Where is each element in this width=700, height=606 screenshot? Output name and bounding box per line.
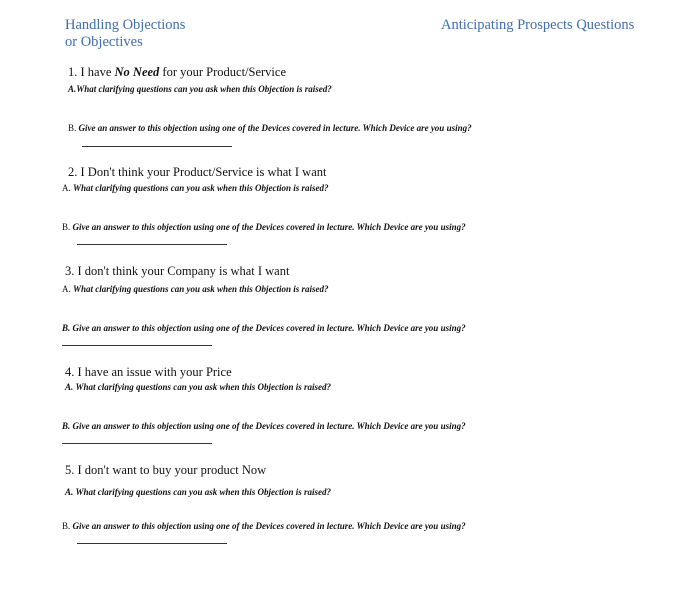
question-1-a-text: What clarifying questions can you ask when this Objection is raised? [76, 84, 332, 94]
question-4-b-letter: B. [62, 421, 71, 431]
question-2-b-letter: B. [62, 222, 71, 232]
question-5-text: I don't want to buy your product Now [77, 463, 267, 477]
question-5-part-a [65, 487, 331, 498]
question-1 [68, 65, 286, 79]
question-1-part-b [68, 123, 472, 134]
question-5 [65, 463, 266, 477]
question-4-text: I have an issue with your Price [77, 365, 232, 379]
question-3 [65, 264, 289, 278]
question-3-b-text: Give an answer to this objection using one of the Devices covered in lecture. Which Device are you using? [72, 323, 466, 333]
question-1-emphasis: No Need [114, 65, 160, 79]
header-title-line2: or Objectives [65, 34, 143, 50]
question-1-b-letter: B. [68, 123, 77, 133]
question-4 [65, 365, 232, 379]
question-3-part-b [62, 323, 466, 334]
question-5-answer-line[interactable] [77, 543, 227, 544]
question-3-answer-line[interactable] [62, 345, 212, 346]
question-4-part-b [62, 421, 466, 432]
question-1-a-letter: A. [68, 84, 77, 94]
question-3-number: 3. [65, 264, 75, 278]
question-5-a-letter: A. [65, 487, 74, 497]
question-2-answer-line[interactable] [77, 244, 227, 245]
question-4-number: 4. [65, 365, 75, 379]
question-3-a-letter: A. [62, 284, 71, 294]
header-title-line1: Handling Objections [65, 17, 186, 33]
header-title-left [65, 17, 185, 51]
question-5-b-letter: B. [62, 521, 71, 531]
question-2 [68, 165, 326, 179]
question-1-text-after: for your Product/Service [159, 65, 286, 79]
question-3-part-a [62, 284, 329, 295]
question-5-number: 5. [65, 463, 75, 477]
question-2-b-text: Give an answer to this objection using one of the Devices covered in lecture. Which Device are you using? [72, 222, 466, 232]
question-1-b-text: Give an answer to this objection using one of the Devices covered in lecture. Which Device are you using? [78, 123, 472, 133]
question-4-answer-line[interactable] [62, 443, 212, 444]
question-3-text: I don't think your Company is what I want [77, 264, 290, 278]
question-1-answer-line[interactable] [82, 146, 232, 147]
question-1-number: 1. [68, 65, 78, 79]
question-2-a-letter: A. [62, 183, 71, 193]
question-1-text-before: I have [80, 65, 115, 79]
question-3-a-text: What clarifying questions can you ask when this Objection is raised? [73, 284, 329, 294]
question-5-a-text: What clarifying questions can you ask when this Objection is raised? [75, 487, 332, 497]
question-2-number: 2. [68, 165, 78, 179]
question-4-a-letter: A. [65, 382, 74, 392]
question-4-part-a [65, 382, 331, 393]
question-2-part-a [62, 183, 329, 194]
question-4-b-text: Give an answer to this objection using one of the Devices covered in lecture. Which Device are you using? [72, 421, 466, 431]
question-5-b-text: Give an answer to this objection using one of the Devices covered in lecture. Which Device are you using? [72, 521, 466, 531]
question-4-a-text: What clarifying questions can you ask when this Objection is raised? [75, 382, 332, 392]
question-2-text: I Don't think your Product/Service is what I want [80, 165, 327, 179]
question-2-a-text: What clarifying questions can you ask when this Objection is raised? [73, 183, 329, 193]
header-title-right: Anticipating Prospects Questions [441, 17, 635, 33]
question-3-b-letter: B. [62, 323, 71, 333]
question-2-part-b [62, 222, 466, 233]
question-1-part-a [68, 84, 332, 95]
question-5-part-b [62, 521, 466, 532]
